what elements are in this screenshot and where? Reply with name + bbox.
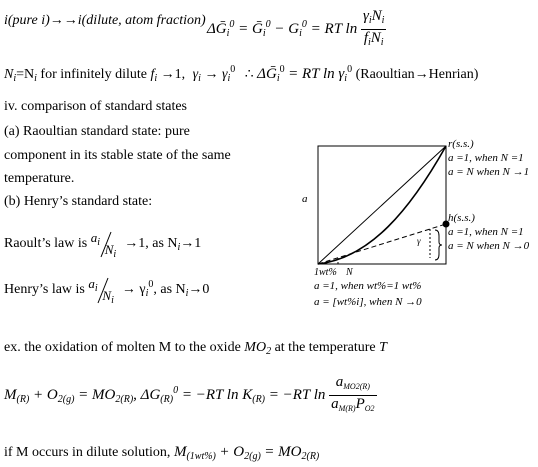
ox-dg-sub: (R)	[160, 393, 174, 405]
ox-eq: = MO	[78, 386, 116, 403]
eq1-num-sub: i	[368, 15, 372, 26]
eq1-delta-g: ΔḠ	[207, 20, 227, 37]
henry-heading: (b) Henry’s standard state:	[4, 194, 153, 209]
dilute-line	[4, 444, 319, 465]
dilute-m: M	[173, 444, 187, 460]
raoult-ratio	[91, 230, 121, 258]
example-suffix: at the temperature	[274, 340, 376, 355]
example-temp: T	[379, 340, 387, 355]
line2-text: for infinitely dilute	[40, 67, 147, 82]
raoultian-line-2: component in its stable state of the same	[4, 148, 231, 163]
gamma-label: γ	[417, 236, 421, 246]
dilute-eq: = MO	[264, 444, 302, 460]
line2-rhs-sub: i	[344, 73, 348, 84]
r-ss-line-1: a =1, when N =1	[448, 152, 524, 164]
eq1-den-n: N	[370, 30, 381, 46]
ox-num-sub: MO2(R)	[343, 382, 370, 391]
x-label-wt: 1wt%	[314, 267, 337, 278]
henry-law-label: Henry’s law is	[4, 282, 85, 298]
ox-m-sub: (R)	[16, 393, 30, 405]
ox-mo2-sub: 2(R)	[115, 393, 134, 405]
henry-ratio	[88, 276, 118, 304]
line2-rhs: = RT ln γ	[288, 66, 345, 82]
eq1-den-sub2: i	[380, 37, 384, 48]
example-text: ex. the oxidation of molten M to the oxide	[4, 340, 241, 355]
line-2: $N_i=N_i$ for infinitely dilute $f_i \to 1$, $\gamma_i \to \gamma_i^0$ ∴ ΔḠ$_i^0$ = RT $\ln \gamma_i^0$ (Raoultian→Henrian)	[4, 64, 479, 84]
ox-den-a: a	[331, 396, 339, 412]
dilute-mo2-sub: 2(R)	[301, 451, 320, 462]
pure-i-label: i(pure i)	[4, 13, 50, 28]
ox-rhs2: = −RT ln	[268, 386, 326, 403]
line2-g2-sub: i	[227, 73, 231, 84]
henry-a: a	[88, 276, 95, 291]
henry-cond-sub: i	[185, 288, 189, 300]
dilute-label: i(dilute, atom fraction)	[77, 13, 206, 28]
raoult-arrow: →1	[124, 236, 146, 252]
ox-dg-sup: 0	[173, 384, 179, 396]
ox-rhs: = −RT ln K	[181, 386, 253, 403]
eq1-sub-i-3: i	[299, 27, 302, 39]
eq1-rt-ln: = RT ln	[310, 20, 358, 37]
x-label-n: N	[346, 267, 353, 278]
henry-n: N	[102, 288, 112, 303]
line2-f-sub: i	[154, 73, 158, 84]
raoult-cond-end: →1	[180, 236, 202, 252]
raoult-cond-sub: i	[177, 242, 181, 254]
raoultian-line-1: (a) Raoultian standard state: pure	[4, 124, 190, 139]
line2-rhs-sup: 0	[347, 64, 353, 75]
h-ss-line-2: a = N when N →0	[448, 240, 530, 252]
eq1-num-n: N	[371, 8, 382, 24]
henry-g-sup: 0	[148, 279, 154, 291]
wt-ss-line-1: a =1, when wt%=1 wt%	[314, 280, 422, 292]
raoult-line	[318, 146, 446, 264]
eq1-sup-0: 0	[229, 18, 235, 30]
eq1-gbar: = Ḡ	[238, 20, 263, 37]
dilute-o2-sub: 2(g)	[244, 451, 261, 462]
oxidation-equation	[4, 374, 377, 417]
eq1-minus-g: − G	[274, 20, 300, 37]
line2-f-arrow: →1,	[160, 67, 186, 82]
example-oxide: MO	[244, 340, 267, 355]
raoult-a: a	[90, 230, 98, 245]
line2-eqn: =N	[16, 67, 35, 82]
eq1-gamma: γ	[362, 8, 369, 24]
r-ss-title: r(s.s.)	[448, 138, 474, 150]
ox-dg: ΔG	[140, 386, 161, 403]
ox-comma: ,	[133, 386, 137, 403]
example-line	[4, 340, 387, 360]
line2-g2-sup: 0	[230, 64, 236, 75]
raoult-n: N	[104, 242, 114, 257]
ox-num-a: a	[335, 374, 344, 390]
ox-fraction	[329, 374, 376, 417]
henry-cond-end: →0	[188, 282, 210, 298]
dilute-text: if M occurs in dilute solution,	[4, 445, 171, 460]
eq1-num-sub2: i	[381, 15, 385, 26]
line2-g-arrow: →	[204, 67, 219, 82]
line2-dg: ΔḠ	[257, 66, 277, 82]
ox-k-sub: (R)	[252, 393, 266, 405]
raoultian-henrian-note: (Raoultian→Henrian)	[355, 67, 479, 82]
h-ss-line-1: a =1, when N =1	[448, 226, 524, 238]
eq1-sup-0-3: 0	[301, 18, 307, 30]
henry-n-sub: i	[111, 295, 114, 306]
raoult-a-sub: i	[97, 237, 101, 248]
ox-m: M	[4, 386, 17, 403]
henry-law-line	[4, 276, 209, 304]
line2-n: N	[4, 67, 14, 82]
eq1-sub-i-2: i	[262, 27, 266, 39]
line2-dg-sub: i	[276, 73, 280, 84]
double-arrow: →→	[49, 13, 78, 28]
example-oxide-sub: 2	[266, 346, 272, 357]
line2-g-sub: i	[198, 73, 201, 84]
ox-den-sub: M(R)	[338, 404, 356, 413]
raoult-n-sub: i	[113, 249, 117, 260]
therefore-sign: ∴	[244, 67, 254, 82]
equation-1	[207, 8, 386, 51]
henry-g-sub: i	[145, 288, 149, 300]
henry-cond: , as N	[153, 282, 186, 298]
h-ss-title: h(s.s.)	[448, 212, 475, 224]
r-ss-line-2: a = N when N →1	[448, 166, 530, 178]
henry-a-sub: i	[94, 283, 98, 294]
ox-plus: + O	[33, 386, 58, 403]
eq1-f: f	[363, 30, 368, 46]
eq1-fraction	[361, 8, 387, 51]
raoult-cond: , as N	[145, 236, 178, 252]
y-axis-label: a	[302, 193, 308, 205]
dilute-m-sub: (1wt%)	[186, 451, 216, 462]
eq1-sub-i: i	[226, 27, 230, 39]
line2-dg-sup: 0	[279, 64, 285, 75]
line2-sub: i	[13, 73, 17, 84]
line-1	[4, 13, 206, 29]
raoult-law-line	[4, 230, 201, 258]
ox-den-p-sub: O2	[364, 404, 375, 413]
section-heading: iv. comparison of standard states	[4, 99, 187, 114]
ox-den-p: P	[355, 396, 365, 412]
line2-sub2: i	[34, 73, 37, 84]
ox-o2-sub: 2(g)	[57, 393, 75, 405]
raoult-law-label: Raoult’s law is	[4, 236, 88, 252]
wt-ss-line-2: a = [wt%i], when N →0	[314, 296, 422, 308]
gamma-brace	[435, 230, 442, 260]
raoultian-line-3: temperature.	[4, 171, 75, 186]
eq1-den-sub: i	[368, 37, 371, 48]
henry-arrow: → γ	[121, 282, 146, 298]
henry-line	[318, 224, 446, 264]
eq1-sup-0-2: 0	[265, 18, 271, 30]
dilute-plus: + O	[219, 444, 245, 460]
